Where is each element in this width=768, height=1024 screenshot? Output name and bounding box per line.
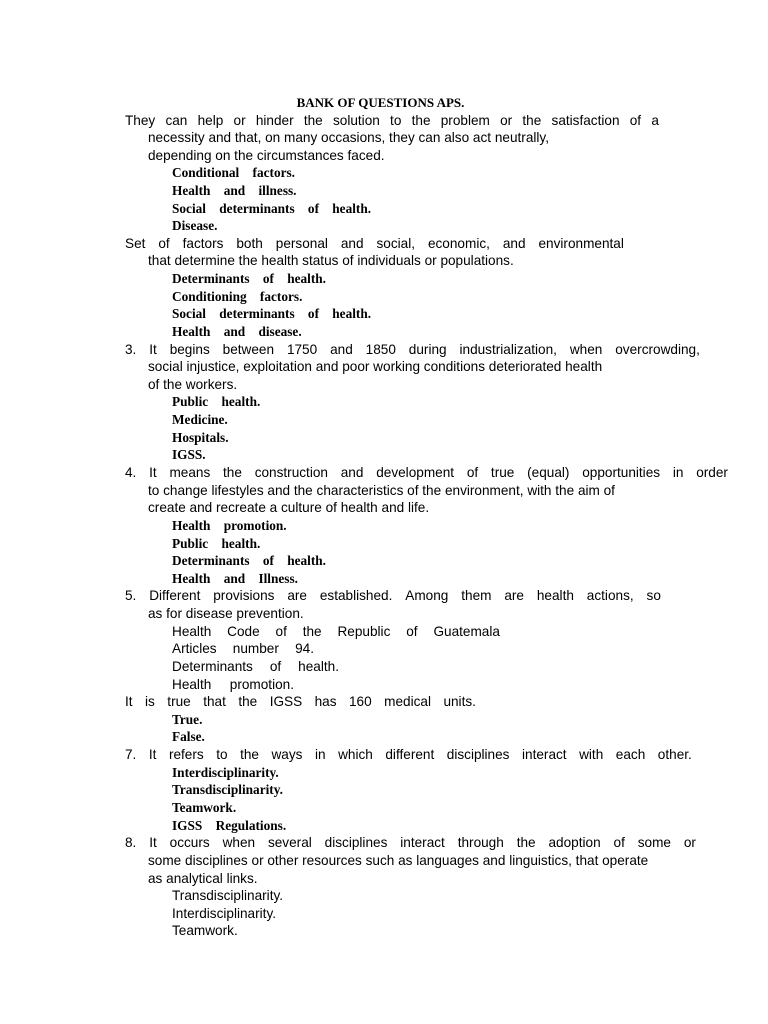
text-line: It is true that the IGSS has 160 medical units.	[125, 694, 476, 709]
text-line: Health promotion.	[172, 518, 287, 533]
text-line: Conditional factors.	[172, 165, 295, 180]
text-line: Public health.	[172, 536, 261, 551]
text-line: They can help or hinder the solution to the problem or the satisfaction of a	[125, 113, 659, 128]
text-line: create and recreate a culture of health and life.	[148, 500, 430, 515]
text-line: Transdisciplinarity.	[172, 888, 284, 903]
text-line: of the workers.	[148, 377, 238, 392]
text-line: some disciplines or other resources such as languages and linguistics, that operate	[148, 853, 649, 868]
text-line: Social determinants of health.	[172, 201, 372, 216]
text-line: Transdisciplinarity.	[172, 782, 283, 797]
text-line: Articles number 94.	[172, 641, 314, 656]
text-line: IGSS.	[172, 447, 206, 462]
text-line: 5. Different provisions are established. Among them are health actions, so	[125, 588, 661, 603]
text-line: Health and disease.	[172, 324, 302, 339]
text-line: Determinants of health.	[172, 553, 327, 568]
text-line: Determinants of health.	[172, 271, 327, 286]
text-line: to change lifestyles and the characteristics of the environment, with the aim of	[148, 483, 615, 498]
text-line: Health and illness.	[172, 183, 297, 198]
text-line: Medicine.	[172, 412, 228, 427]
text-line: Interdisciplinarity.	[172, 906, 277, 921]
text-line: Social determinants of health.	[172, 306, 372, 321]
text-line: IGSS Regulations.	[172, 818, 287, 833]
text-line: Set of factors both personal and social, economic, and environmental	[125, 236, 624, 251]
text-line: Health promotion.	[172, 677, 294, 692]
text-line: 8. It occurs when several disciplines interact through the adoption of some or	[125, 835, 696, 850]
text-line: Public health.	[172, 394, 261, 409]
text-line: depending on the circumstances faced.	[148, 148, 385, 163]
text-line: 3. It begins between 1750 and 1850 during industrialization, when overcrowding,	[125, 342, 700, 357]
text-line: that determine the health status of individuals or populations.	[148, 253, 514, 268]
text-line: social injustice, exploitation and poor working conditions deteriorated health	[148, 359, 603, 374]
document-title: BANK OF QUESTIONS APS.	[296, 95, 465, 110]
text-line: 7. It refers to the ways in which different disciplines interact with each other.	[125, 747, 692, 762]
text-line: Teamwork.	[172, 800, 237, 815]
text-line: 4. It means the construction and development of true (equal) opportunities in order	[125, 465, 728, 480]
text-line: Determinants of health.	[172, 659, 339, 674]
text-line: True.	[172, 712, 203, 727]
text-line: as for disease prevention.	[148, 606, 304, 621]
text-line: False.	[172, 729, 205, 744]
text-line: necessity and that, on many occasions, they can also act neutrally,	[148, 130, 549, 145]
text-line: Disease.	[172, 218, 218, 233]
text-line: Health Code of the Republic of Guatemala	[172, 624, 500, 639]
text-line: Hospitals.	[172, 430, 229, 445]
text-line: as analytical links.	[148, 871, 258, 886]
text-line: Interdisciplinarity.	[172, 765, 279, 780]
text-line: Health and Illness.	[172, 571, 298, 586]
text-line: Teamwork.	[172, 923, 238, 938]
text-line: Conditioning factors.	[172, 289, 303, 304]
